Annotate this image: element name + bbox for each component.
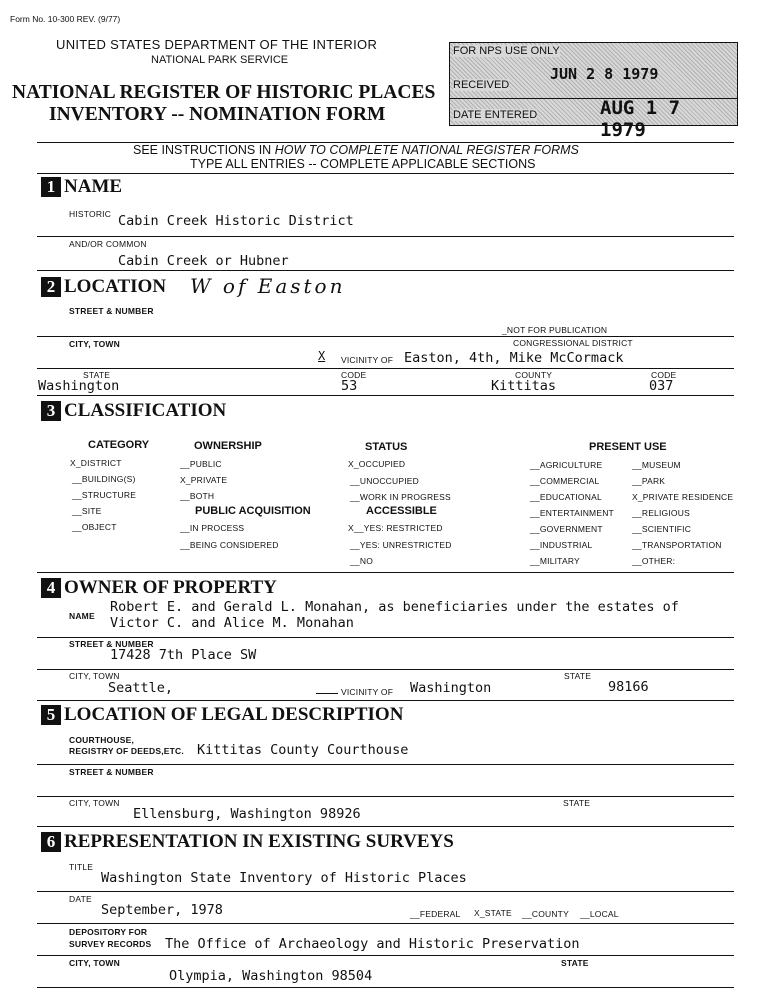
- ownership-heading: OWNERSHIP: [194, 440, 262, 452]
- legal-state-label: STATE: [563, 798, 591, 808]
- vicinity-label: VICINITY OF: [341, 355, 394, 365]
- accessible-no[interactable]: __NO: [350, 556, 374, 566]
- survey-city-label: CITY, TOWN: [69, 958, 120, 968]
- use-scientific[interactable]: __SCIENTIFIC: [632, 524, 692, 534]
- handwritten-note: W of Easton: [190, 274, 346, 298]
- vicinity-mark: X: [318, 349, 326, 363]
- use-religious[interactable]: __RELIGIOUS: [632, 508, 690, 518]
- section-2-number: 2: [41, 277, 61, 297]
- historic-name: Cabin Creek Historic District: [118, 213, 354, 229]
- section-1-title: NAME: [64, 176, 123, 197]
- survey-state[interactable]: X_STATE: [474, 908, 512, 918]
- use-government[interactable]: __GOVERNMENT: [530, 524, 603, 534]
- form-title-line2: INVENTORY -- NOMINATION FORM: [49, 104, 386, 125]
- nps-use-box: [449, 42, 738, 141]
- code-label: CODE: [341, 370, 367, 380]
- survey-date-value: September, 1978: [101, 902, 223, 918]
- use-agriculture[interactable]: __AGRICULTURE: [530, 460, 603, 470]
- ownership-public[interactable]: __PUBLIC: [180, 459, 222, 469]
- instructions-line1: [133, 143, 579, 157]
- section-1-heading: [41, 176, 122, 198]
- section-4-title: OWNER OF PROPERTY: [64, 577, 277, 598]
- owner-zip: 98166: [608, 679, 649, 695]
- category-object[interactable]: __OBJECT: [72, 522, 117, 532]
- use-private-residence[interactable]: X_PRIVATE RESIDENCE: [632, 492, 734, 502]
- received-label: RECEIVED: [453, 79, 510, 91]
- congressional-label: CONGRESSIONAL DISTRICT: [513, 338, 633, 348]
- section-3-heading: [41, 400, 226, 422]
- survey-city-value: Olympia, Washington 98504: [169, 968, 373, 984]
- survey-federal[interactable]: __FEDERAL: [410, 909, 461, 919]
- owner-name-label: NAME: [69, 611, 95, 621]
- courthouse-label: COURTHOUSE,: [69, 735, 135, 745]
- use-transportation[interactable]: __TRANSPORTATION: [632, 540, 722, 550]
- use-commercial[interactable]: __COMMERCIAL: [530, 476, 600, 486]
- ownership-both[interactable]: __BOTH: [180, 491, 215, 501]
- received-stamp: JUN 2 8 1979: [550, 65, 659, 83]
- section-5-heading: [41, 704, 403, 726]
- section-6-heading: [41, 831, 454, 853]
- registry-value: Kittitas County Courthouse: [197, 742, 409, 758]
- instructions-line2: TYPE ALL ENTRIES -- COMPLETE APPLICABLE SECTIONS: [190, 157, 536, 171]
- state-label: STATE: [83, 370, 111, 380]
- use-educational[interactable]: __EDUCATIONAL: [530, 492, 602, 502]
- section-2-heading: [41, 276, 166, 298]
- registry-label: REGISTRY OF DEEDS,ETC.: [69, 746, 184, 756]
- owner-name-line1: Robert E. and Gerald L. Monahan, as beneficiaries under the estates of: [110, 599, 679, 615]
- owner-state-value: Washington: [410, 680, 492, 696]
- common-label: AND/OR COMMON: [69, 239, 147, 249]
- ownership-private[interactable]: X_PRIVATE: [180, 475, 228, 485]
- legal-street-label: STREET & NUMBER: [69, 767, 154, 777]
- use-park[interactable]: __PARK: [632, 476, 666, 486]
- form-title-line1: NATIONAL REGISTER OF HISTORIC PLACES: [12, 82, 436, 103]
- street-label: STREET & NUMBER: [69, 306, 154, 316]
- acquisition-heading: PUBLIC ACQUISITION: [195, 505, 311, 517]
- common-name: Cabin Creek or Hubner: [118, 253, 289, 269]
- county-label: COUNTY: [515, 370, 553, 380]
- accessible-heading: ACCESSIBLE: [366, 505, 437, 517]
- owner-city-label: CITY, TOWN: [69, 671, 120, 681]
- acquisition-in-process[interactable]: __IN PROCESS: [180, 523, 245, 533]
- section-5-number: 5: [41, 705, 61, 725]
- category-heading: CATEGORY: [88, 439, 150, 451]
- section-6-number: 6: [41, 832, 61, 852]
- department-name: UNITED STATES DEPARTMENT OF THE INTERIOR: [56, 37, 378, 52]
- legal-city-value: Ellensburg, Washington 98926: [133, 806, 361, 822]
- survey-date-label: DATE: [69, 894, 92, 904]
- section-4-heading: [41, 577, 277, 599]
- section-3-number: 3: [41, 401, 61, 421]
- use-industrial[interactable]: __INDUSTRIAL: [530, 540, 593, 550]
- nps-box-label: FOR NPS USE ONLY: [453, 45, 560, 57]
- use-entertainment[interactable]: __ENTERTAINMENT: [530, 508, 614, 518]
- owner-street-label: STREET & NUMBER: [69, 639, 154, 649]
- depository-label-2: SURVEY RECORDS: [69, 939, 152, 949]
- category-structure[interactable]: __STRUCTURE: [72, 490, 137, 500]
- section-3-title: CLASSIFICATION: [64, 400, 227, 421]
- legal-city-label: CITY, TOWN: [69, 798, 120, 808]
- section-1-number: 1: [41, 177, 61, 197]
- category-buildings[interactable]: __BUILDING(S): [72, 474, 136, 484]
- status-unoccupied[interactable]: __UNOCCUPIED: [350, 476, 419, 486]
- owner-vicinity-label: VICINITY OF: [341, 687, 394, 697]
- owner-street-value: 17428 7th Place SW: [110, 647, 257, 663]
- code2-value: 037: [649, 378, 674, 394]
- county-value: Kittitas: [491, 378, 557, 394]
- accessible-restricted[interactable]: X__YES: RESTRICTED: [348, 523, 443, 533]
- vicinity-value: Easton, 4th, Mike McCormack: [404, 350, 624, 366]
- acquisition-being-considered[interactable]: __BEING CONSIDERED: [180, 540, 279, 550]
- owner-name-line2: Victor C. and Alice M. Monahan: [110, 615, 354, 631]
- survey-county[interactable]: __COUNTY: [522, 909, 569, 919]
- depository-value: The Office of Archaeology and Historic Preservation: [165, 936, 580, 952]
- not-for-publication: _NOT FOR PUBLICATION: [502, 325, 608, 335]
- status-occupied[interactable]: X_OCCUPIED: [348, 459, 406, 469]
- status-work-in-progress[interactable]: __WORK IN PROGRESS: [350, 492, 451, 502]
- entered-stamp: AUG 1 7 1979: [600, 97, 681, 141]
- survey-local[interactable]: __LOCAL: [580, 909, 619, 919]
- section-2-title: LOCATION: [64, 276, 167, 297]
- accessible-unrestricted[interactable]: __YES: UNRESTRICTED: [350, 540, 452, 550]
- instructions-prefix: SEE INSTRUCTIONS IN: [133, 143, 275, 157]
- form-number: Form No. 10-300 REV. (9/77): [10, 14, 121, 24]
- owner-state-label: STATE: [564, 671, 592, 681]
- survey-title-label: TITLE: [69, 862, 94, 872]
- present-use-heading: PRESENT USE: [589, 441, 667, 453]
- date-entered-label: DATE ENTERED: [453, 109, 538, 121]
- section-6-title: REPRESENTATION IN EXISTING SURVEYS: [64, 831, 454, 852]
- instructions-title: HOW TO COMPLETE NATIONAL REGISTER FORMS: [274, 143, 579, 157]
- category-district[interactable]: X_DISTRICT: [70, 458, 122, 468]
- category-site[interactable]: __SITE: [72, 506, 102, 516]
- use-other[interactable]: __OTHER:: [632, 556, 676, 566]
- survey-state-label: STATE: [561, 958, 589, 968]
- code-value: 53: [341, 378, 358, 394]
- owner-city-value: Seattle,: [108, 680, 174, 696]
- status-heading: STATUS: [365, 441, 408, 453]
- depository-label-1: DEPOSITORY FOR: [69, 927, 148, 937]
- state-value: Washington: [38, 378, 120, 394]
- use-museum[interactable]: __MUSEUM: [632, 460, 681, 470]
- section-5-title: LOCATION OF LEGAL DESCRIPTION: [64, 704, 404, 725]
- section-4-number: 4: [41, 578, 61, 598]
- historic-label: HISTORIC: [69, 209, 112, 219]
- service-name: NATIONAL PARK SERVICE: [151, 54, 289, 66]
- survey-title-value: Washington State Inventory of Historic Places: [101, 870, 467, 886]
- code2-label: CODE: [651, 370, 677, 380]
- use-military[interactable]: __MILITARY: [530, 556, 580, 566]
- city-label: CITY, TOWN: [69, 339, 120, 349]
